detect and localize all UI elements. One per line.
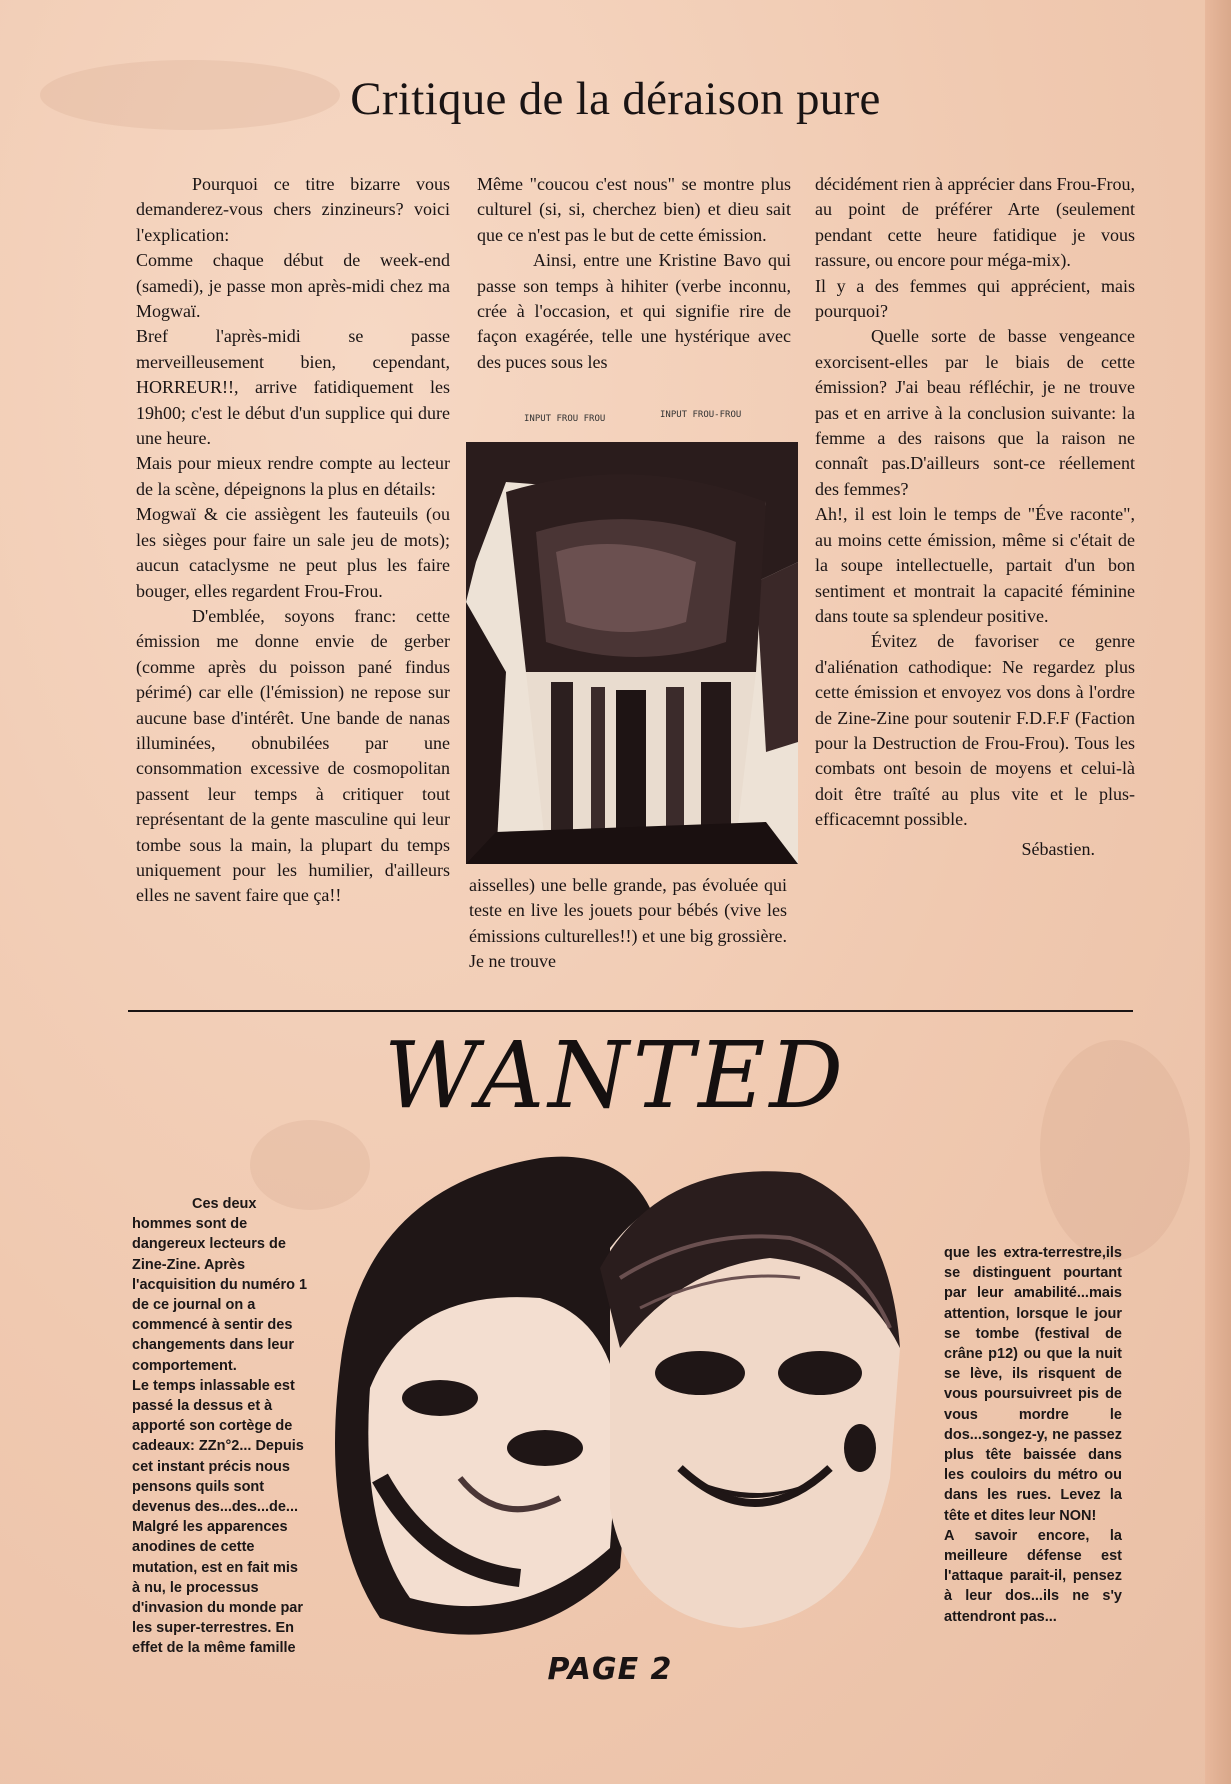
- paragraph: Comme chaque début de week-end (samedi), je passe mon après-midi chez ma Mogwaï.: [136, 250, 450, 322]
- article-column-1: [136, 172, 450, 909]
- paragraph: A savoir encore, la meilleure défense est l'attaque parait-il, pensez à leur dos...ils ne s'y attendront pas...: [944, 1527, 1122, 1625]
- article-column-3: [815, 172, 1135, 862]
- page-edge: [1205, 0, 1231, 1784]
- article-column-2-continued: [469, 873, 787, 975]
- caption-left: INPUT FROU FROU: [524, 414, 606, 424]
- page-number: PAGE 2: [547, 1652, 673, 1687]
- paragraph: Ainsi, entre une Kristine Bavo qui passe son temps à hihiter (verbe inconnu, crée à l'occasion, et qui signifie rire de façon exagérée, telle une hystérique avec des puces sous les: [477, 250, 791, 372]
- trash-bin-photo: [466, 442, 798, 864]
- paragraph: Quelle sorte de basse vengeance exorcisent-elles par le biais de cette émission? J'ai beau réfléchir, je ne trouve pas et en arrive à la conclusion suivante: la femme a des raisons que la raison ne connaît pas.D'ailleurs sont-ce réellement des femmes?: [815, 326, 1135, 499]
- paragraph: Bref l'après-midi se passe merveilleusement bien, cependant, HORREUR!!, arrive fatidiquement les 19h00; c'est le début d'un supplice qui dure une heure.: [136, 326, 450, 449]
- paragraph: Ces deux hommes sont de dangereux lecteurs de Zine-Zine. Après l'acquisition du numéro 1 de ce journal on a commencé à sentir des changements dans leur comportement.: [132, 1196, 308, 1374]
- section-divider: [128, 1010, 1133, 1012]
- paragraph: Évitez de favoriser ce genre d'aliénation cathodique: Ne regardez plus cette émission et envoyez vos dons à l'ordre de Zine-Zine pour soutenir F.D.F.F (Faction pour la Destruction de Frou-Frou). Tous les combats ont besoin de moyens et celui-là doit être traîté au plus vite et le plus-efficacemnt possible.: [815, 631, 1135, 830]
- paragraph: aisselles) une belle grande, pas évoluée qui teste en live les jouets pour bébés (vive les émissions culturelles!!) et une big grossière. Je ne trouve: [469, 875, 787, 972]
- paragraph: Mais pour mieux rendre compte au lecteur de la scène, dépeignons la plus en détails:: [136, 453, 450, 499]
- photo-caption: [520, 410, 780, 438]
- author-signature: Sébastien.: [1021, 838, 1095, 859]
- paragraph: Mogwaï & cie assiègent les fauteuils (ou les sièges pour faire un sale jeu de mots); aucun cataclysme ne peut plus les faire bouger, elles regardent Frou-Frou.: [136, 504, 450, 601]
- paragraph: Il y a des femmes qui apprécient, mais pourquoi?: [815, 275, 1135, 322]
- wanted-right-text: [944, 1243, 1122, 1627]
- paragraph: Pourquoi ce titre bizarre vous demanderez-vous chers zinzineurs? voici l'explication:: [136, 174, 450, 245]
- paragraph: décidément rien à apprécier dans Frou-Frou, au point de préférer Arte (seulement pendant cette heure fatidique je vous rassure, ou encore pour méga-mix).: [815, 174, 1135, 271]
- wanted-heading: WANTED: [383, 1022, 848, 1129]
- paragraph: Ah!, il est loin le temps de "Éve raconte", au moins cette émission, même si c'était de la soupe intellectuelle, partait d'un bon sentiment et montrait la capacité féminine dans toute sa splendeur positive.: [815, 504, 1135, 626]
- paragraph: D'emblée, soyons franc: cette émission me donne envie de gerber (comme après du poisson pané findus périmé) car elle (l'émission) ne repose sur aucune base d'intérêt. Une bande de nanas illuminées, obnubilées par une consommation excessive de cosmopolitan passent leur temps à critiquer tout représentant de la gente masculine qui leur tombe sous la main, la plupart du temps uniquement pour les humilier, d'ailleurs elles ne savent faire que ça!!: [136, 605, 450, 906]
- caption-right: INPUT FROU-FROU: [660, 410, 742, 420]
- wanted-faces-photo: [320, 1148, 920, 1668]
- paragraph: que les extra-terrestre,ils se distinguent pourtant par leur amabilité...mais attention, lorsque le jour se tombe (festival de crâne p12) ou que la nuit se lève, ils risquent de vous poursuivreet pis de vous mordre le dos...songez-y, ne passez plus tête baissée dans les couloirs du métro ou dans les rues. Levez la tête et dites leur NON!: [944, 1245, 1122, 1524]
- wanted-left-text: [132, 1194, 308, 1659]
- paragraph: Malgré les apparences anodines de cette mutation, est en fait mis à nu, le processus d'invasion du monde par les super-terrestres. En effet de la même famille: [132, 1519, 304, 1657]
- paragraph: Même "coucou c'est nous" se montre plus culturel (si, si, cherchez bien) et dieu sait que ce n'est pas le but de cette émission.: [477, 174, 791, 245]
- paragraph: Le temps inlassable est passé la dessus et à apporté son cortège de cadeaux: ZZn°2... Depuis cet instant précis nous pensons quils sont devenus des...des...de...: [132, 1377, 304, 1516]
- article-column-2: [477, 172, 791, 375]
- article-title: Critique de la déraison pure: [350, 73, 881, 125]
